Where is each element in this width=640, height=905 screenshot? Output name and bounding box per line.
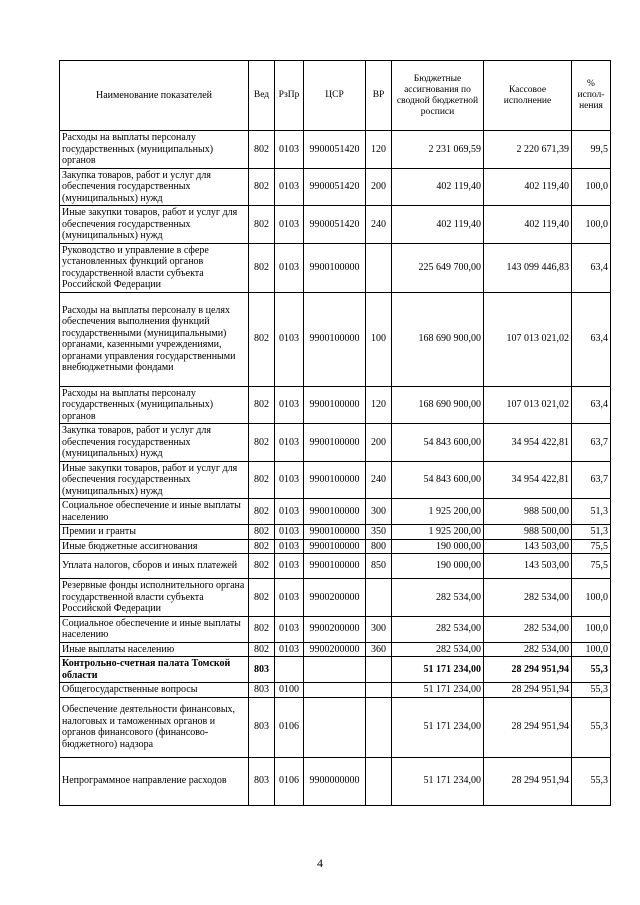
cell-cash: 28 294 951,94 <box>484 657 572 683</box>
cell-rzpr: 0103 <box>275 461 304 499</box>
cell-budget: 51 171 234,00 <box>392 697 484 757</box>
cell-name: Иные бюджетные ассигнования <box>60 539 249 554</box>
table-row <box>60 525 611 540</box>
cell-cash: 143 099 446,83 <box>484 243 572 292</box>
cell-pct: 63,4 <box>572 386 611 424</box>
cell-csr: 9900100000 <box>304 554 366 579</box>
cell-csr: 9900200000 <box>304 616 366 642</box>
cell-vr: 200 <box>366 424 392 462</box>
cell-rzpr: 0103 <box>275 168 304 206</box>
table-row <box>60 657 611 683</box>
cell-ved: 803 <box>249 683 275 698</box>
table-row <box>60 292 611 386</box>
cell-name: Социальное обеспечение и иные выплаты населению <box>60 616 249 642</box>
cell-budget: 282 534,00 <box>392 642 484 657</box>
cell-csr: 9900100000 <box>304 243 366 292</box>
table-body <box>60 131 611 806</box>
cell-pct: 99,5 <box>572 131 611 169</box>
cell-name: Уплата налогов, сборов и иных платежей <box>60 554 249 579</box>
cell-rzpr: 0103 <box>275 206 304 244</box>
cell-csr: 9900100000 <box>304 525 366 540</box>
cell-csr <box>304 697 366 757</box>
cell-pct: 100,0 <box>572 168 611 206</box>
header-budget: Бюджетные ассигнования по сводной бюджетной росписи <box>392 61 484 131</box>
cell-name: Руководство и управление в сфере установленных функций органов государственной власти субъекта Российской Федерации <box>60 243 249 292</box>
cell-name: Непрограммное направление расходов <box>60 757 249 805</box>
cell-pct: 55,3 <box>572 657 611 683</box>
cell-pct: 100,0 <box>572 642 611 657</box>
cell-cash: 988 500,00 <box>484 525 572 540</box>
cell-pct: 55,3 <box>572 757 611 805</box>
cell-vr: 100 <box>366 292 392 386</box>
cell-rzpr: 0103 <box>275 554 304 579</box>
cell-rzpr: 0103 <box>275 499 304 525</box>
cell-ved: 803 <box>249 657 275 683</box>
cell-budget: 1 925 200,00 <box>392 499 484 525</box>
page-number: 4 <box>317 856 323 870</box>
cell-ved: 802 <box>249 642 275 657</box>
header-pct: % испол-нения <box>572 61 611 131</box>
cell-pct: 63,4 <box>572 243 611 292</box>
cell-name: Обеспечение деятельности финансовых, налоговых и таможенных органов и органов финансового (финансово-бюджетного) надзора <box>60 697 249 757</box>
cell-ved: 802 <box>249 243 275 292</box>
cell-budget: 1 925 200,00 <box>392 525 484 540</box>
cell-ved: 802 <box>249 424 275 462</box>
cell-csr: 9900051420 <box>304 131 366 169</box>
cell-budget: 168 690 900,00 <box>392 292 484 386</box>
table-row <box>60 757 611 805</box>
cell-csr: 9900100000 <box>304 424 366 462</box>
table-row <box>60 168 611 206</box>
cell-pct: 100,0 <box>572 579 611 617</box>
cell-rzpr: 0100 <box>275 683 304 698</box>
cell-name: Премии и гранты <box>60 525 249 540</box>
table-row <box>60 461 611 499</box>
header-csr: ЦСР <box>304 61 366 131</box>
cell-rzpr: 0103 <box>275 243 304 292</box>
cell-ved: 802 <box>249 461 275 499</box>
cell-pct: 55,3 <box>572 697 611 757</box>
cell-vr <box>366 757 392 805</box>
cell-name: Резервные фонды исполнительного органа государственной власти субъекта Российской Федерации <box>60 579 249 617</box>
table-row <box>60 616 611 642</box>
cell-csr: 9900100000 <box>304 539 366 554</box>
cell-ved: 802 <box>249 579 275 617</box>
header-name: Наименование показателей <box>60 61 249 131</box>
cell-ved: 802 <box>249 554 275 579</box>
cell-pct: 75,5 <box>572 539 611 554</box>
cell-rzpr: 0103 <box>275 616 304 642</box>
cell-cash: 282 534,00 <box>484 579 572 617</box>
cell-name: Иные закупки товаров, работ и услуг для обеспечения государственных (муниципальных) нужд <box>60 461 249 499</box>
cell-ved: 802 <box>249 168 275 206</box>
cell-name: Социальное обеспечение и иные выплаты населению <box>60 499 249 525</box>
cell-vr <box>366 579 392 617</box>
header-ved: Вед <box>249 61 275 131</box>
cell-vr <box>366 243 392 292</box>
cell-csr: 9900000000 <box>304 757 366 805</box>
cell-name: Контрольно-счетная палата Томской области <box>60 657 249 683</box>
cell-cash: 28 294 951,94 <box>484 697 572 757</box>
cell-cash: 107 013 021,02 <box>484 292 572 386</box>
cell-cash: 107 013 021,02 <box>484 386 572 424</box>
cell-pct: 100,0 <box>572 616 611 642</box>
cell-rzpr: 0103 <box>275 131 304 169</box>
cell-vr: 120 <box>366 386 392 424</box>
cell-ved: 802 <box>249 499 275 525</box>
cell-budget: 54 843 600,00 <box>392 461 484 499</box>
cell-rzpr: 0103 <box>275 642 304 657</box>
cell-cash: 2 220 671,39 <box>484 131 572 169</box>
cell-csr: 9900051420 <box>304 206 366 244</box>
cell-vr <box>366 683 392 698</box>
table-row <box>60 554 611 579</box>
table-row <box>60 206 611 244</box>
cell-rzpr: 0103 <box>275 579 304 617</box>
cell-budget: 402 119,40 <box>392 206 484 244</box>
cell-vr: 800 <box>366 539 392 554</box>
cell-cash: 34 954 422,81 <box>484 424 572 462</box>
cell-vr: 200 <box>366 168 392 206</box>
cell-cash: 143 503,00 <box>484 539 572 554</box>
cell-budget: 51 171 234,00 <box>392 757 484 805</box>
cell-vr <box>366 657 392 683</box>
cell-vr: 360 <box>366 642 392 657</box>
table-row <box>60 539 611 554</box>
cell-pct: 63,7 <box>572 461 611 499</box>
cell-cash: 28 294 951,94 <box>484 683 572 698</box>
cell-ved: 803 <box>249 697 275 757</box>
cell-vr: 350 <box>366 525 392 540</box>
cell-cash: 143 503,00 <box>484 554 572 579</box>
cell-budget: 402 119,40 <box>392 168 484 206</box>
cell-pct: 75,5 <box>572 554 611 579</box>
cell-budget: 282 534,00 <box>392 579 484 617</box>
cell-rzpr: 0103 <box>275 424 304 462</box>
header-rzpr: РзПр <box>275 61 304 131</box>
cell-rzpr: 0103 <box>275 292 304 386</box>
cell-pct: 63,7 <box>572 424 611 462</box>
table-row <box>60 697 611 757</box>
cell-budget: 51 171 234,00 <box>392 657 484 683</box>
cell-csr: 9900100000 <box>304 292 366 386</box>
cell-pct: 51,3 <box>572 499 611 525</box>
cell-budget: 225 649 700,00 <box>392 243 484 292</box>
cell-budget: 190 000,00 <box>392 554 484 579</box>
cell-budget: 51 171 234,00 <box>392 683 484 698</box>
cell-pct: 63,4 <box>572 292 611 386</box>
table-header-row <box>60 61 611 131</box>
table-row <box>60 386 611 424</box>
cell-cash: 34 954 422,81 <box>484 461 572 499</box>
cell-ved: 802 <box>249 131 275 169</box>
cell-pct: 100,0 <box>572 206 611 244</box>
cell-name: Закупка товаров, работ и услуг для обеспечения государственных (муниципальных) нужд <box>60 168 249 206</box>
table-row <box>60 683 611 698</box>
cell-ved: 802 <box>249 292 275 386</box>
cell-cash: 402 119,40 <box>484 168 572 206</box>
cell-ved: 802 <box>249 525 275 540</box>
cell-name: Общегосударственные вопросы <box>60 683 249 698</box>
table-row <box>60 424 611 462</box>
cell-rzpr: 0103 <box>275 525 304 540</box>
header-vr: ВР <box>366 61 392 131</box>
cell-rzpr: 0106 <box>275 697 304 757</box>
cell-vr: 120 <box>366 131 392 169</box>
cell-vr: 240 <box>366 461 392 499</box>
budget-execution-table <box>59 60 611 806</box>
cell-ved: 802 <box>249 539 275 554</box>
cell-cash: 28 294 951,94 <box>484 757 572 805</box>
cell-name: Расходы на выплаты персоналу государственных (муниципальных) органов <box>60 131 249 169</box>
cell-cash: 282 534,00 <box>484 642 572 657</box>
cell-csr: 9900100000 <box>304 499 366 525</box>
cell-pct: 55,3 <box>572 683 611 698</box>
table-row <box>60 499 611 525</box>
cell-name: Расходы на выплаты персоналу государственных (муниципальных) органов <box>60 386 249 424</box>
cell-rzpr: 0103 <box>275 539 304 554</box>
cell-ved: 802 <box>249 386 275 424</box>
cell-csr: 9900200000 <box>304 642 366 657</box>
cell-cash: 988 500,00 <box>484 499 572 525</box>
cell-vr: 300 <box>366 499 392 525</box>
cell-vr: 300 <box>366 616 392 642</box>
cell-budget: 190 000,00 <box>392 539 484 554</box>
cell-pct: 51,3 <box>572 525 611 540</box>
cell-name: Иные закупки товаров, работ и услуг для обеспечения государственных (муниципальных) нужд <box>60 206 249 244</box>
table-row <box>60 642 611 657</box>
cell-ved: 803 <box>249 757 275 805</box>
cell-cash: 402 119,40 <box>484 206 572 244</box>
cell-rzpr: 0106 <box>275 757 304 805</box>
table-row <box>60 131 611 169</box>
cell-ved: 802 <box>249 616 275 642</box>
cell-name: Расходы на выплаты персоналу в целях обеспечения выполнения функций государственными (муниципальными) органами, казенными учреждениями, органами управления государственными внебюджетными фондами <box>60 292 249 386</box>
cell-csr: 9900200000 <box>304 579 366 617</box>
cell-rzpr <box>275 657 304 683</box>
cell-csr: 9900100000 <box>304 461 366 499</box>
table-row <box>60 243 611 292</box>
cell-csr: 9900100000 <box>304 386 366 424</box>
table-row <box>60 579 611 617</box>
cell-ved: 802 <box>249 206 275 244</box>
cell-csr <box>304 683 366 698</box>
cell-budget: 168 690 900,00 <box>392 386 484 424</box>
cell-name: Закупка товаров, работ и услуг для обеспечения государственных (муниципальных) нужд <box>60 424 249 462</box>
cell-budget: 54 843 600,00 <box>392 424 484 462</box>
cell-budget: 2 231 069,59 <box>392 131 484 169</box>
cell-vr <box>366 697 392 757</box>
cell-cash: 282 534,00 <box>484 616 572 642</box>
cell-vr: 850 <box>366 554 392 579</box>
cell-vr: 240 <box>366 206 392 244</box>
cell-csr: 9900051420 <box>304 168 366 206</box>
cell-rzpr: 0103 <box>275 386 304 424</box>
header-cash: Кассовое исполнение <box>484 61 572 131</box>
cell-budget: 282 534,00 <box>392 616 484 642</box>
cell-name: Иные выплаты населению <box>60 642 249 657</box>
cell-csr <box>304 657 366 683</box>
